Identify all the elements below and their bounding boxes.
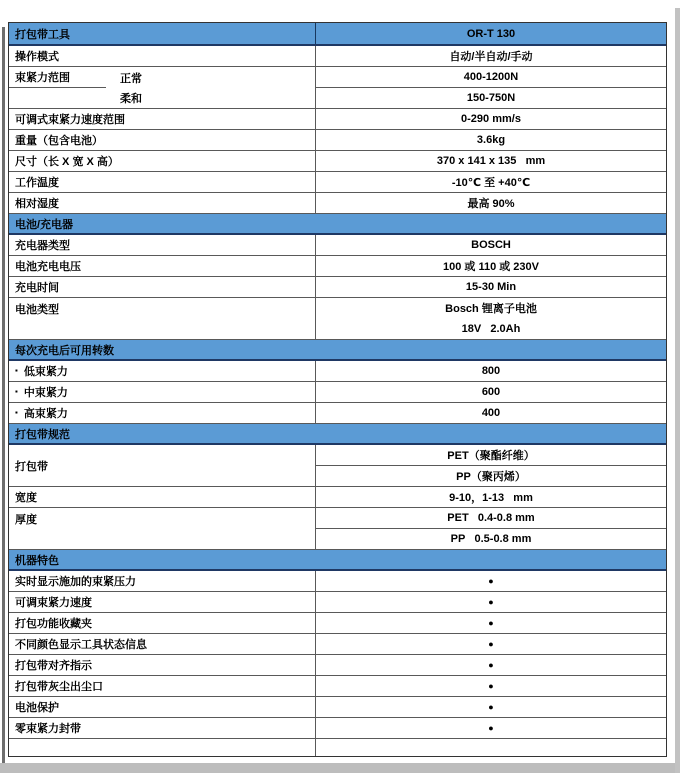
filled-dot-icon: ●	[488, 618, 494, 628]
table-header-row	[9, 23, 666, 46]
table-row	[9, 109, 666, 130]
filled-dot-icon: ●	[488, 723, 494, 733]
spec-value-pp-thickness: PP 0.5-0.8 mm	[450, 533, 532, 545]
spec-value: 600	[481, 386, 501, 398]
bullet-icon: ▪	[15, 386, 18, 396]
table-row	[9, 46, 666, 67]
spec-value: 370 x 141 x 135 mm	[436, 155, 546, 167]
feature-label: 电池保护	[9, 697, 316, 717]
spec-label-cell	[9, 88, 316, 108]
spec-value: BOSCH	[471, 239, 511, 251]
section-title: 打包带规范	[15, 428, 70, 441]
spec-value-line2: 18V 2.0Ah	[461, 322, 521, 335]
feature-row	[9, 571, 666, 592]
spec-label: 打包带	[9, 445, 316, 486]
empty-row	[9, 739, 666, 756]
spec-label: 工作温度	[9, 172, 316, 192]
section-title: 每次充电后可用转数	[15, 344, 114, 357]
spec-value-line1: Bosch 锂离子电池	[445, 303, 537, 316]
spec-value: -10℃ 至 +40℃	[451, 177, 531, 189]
filled-dot-icon: ●	[488, 702, 494, 712]
feature-row	[9, 613, 666, 634]
spec-value: 400-1200N	[316, 67, 666, 88]
spec-label: 可调式束紧力速度范围	[9, 109, 316, 129]
empty-cell	[9, 739, 316, 756]
filled-dot-icon: ●	[488, 597, 494, 607]
feature-label: 实时显示施加的束紧压力	[9, 571, 316, 591]
spec-value: 最高 90%	[467, 198, 515, 210]
filled-dot-icon: ●	[488, 576, 494, 586]
feature-check	[316, 592, 666, 612]
spec-value-cell	[316, 508, 666, 549]
section-title: 机器特色	[15, 554, 59, 567]
spec-value: 3.6kg	[476, 134, 506, 146]
table-row	[9, 382, 666, 403]
empty-cell	[316, 739, 666, 756]
feature-check	[316, 613, 666, 633]
section-header-cycles	[9, 340, 666, 361]
table-row	[9, 172, 666, 193]
feature-check	[316, 571, 666, 591]
spec-value-pet: PET（聚酯纤维）	[316, 445, 666, 466]
feature-row	[9, 655, 666, 676]
section-title: 电池/充电器	[15, 218, 74, 231]
filled-dot-icon: ●	[488, 681, 494, 691]
spec-value: 自动/半自动/手动	[449, 51, 533, 63]
filled-dot-icon: ●	[488, 660, 494, 670]
spec-label-text: 中束紧力	[23, 387, 68, 399]
spec-label-spacer	[9, 88, 106, 108]
table-row	[9, 151, 666, 172]
spec-label: 电池类型	[9, 298, 316, 339]
window-edge-left	[2, 27, 5, 765]
spec-label: 操作模式	[9, 46, 316, 66]
feature-check	[316, 634, 666, 654]
table-row	[9, 256, 666, 277]
feature-check	[316, 697, 666, 717]
spec-label: 充电器类型	[9, 235, 316, 255]
bullet-icon: ▪	[15, 407, 18, 417]
feature-check	[316, 718, 666, 738]
table-row	[9, 235, 666, 256]
spec-value-pp: PP（聚丙烯）	[456, 471, 526, 483]
spec-label: 电池充电电压	[9, 256, 316, 276]
spec-label: 束紧力范围	[9, 67, 106, 88]
feature-row	[9, 697, 666, 718]
feature-label: 零束紧力封带	[9, 718, 316, 738]
table-header-model: OR-T 130	[466, 27, 516, 40]
spec-label: 厚度	[9, 508, 316, 549]
spec-value: 800	[481, 365, 501, 377]
table-row-strap-thickness	[9, 508, 666, 550]
spec-label	[9, 361, 316, 381]
spec-label: 充电时间	[9, 277, 316, 297]
spec-value: 9-10，1-13 mm	[449, 492, 533, 504]
feature-label: 不同颜色显示工具状态信息	[9, 634, 316, 654]
feature-label: 打包带对齐指示	[9, 655, 316, 675]
spec-label-cell	[9, 67, 316, 88]
window-edge-right	[675, 8, 680, 773]
section-header-battery	[9, 214, 666, 235]
feature-check	[316, 676, 666, 696]
spec-label: 相对湿度	[9, 193, 316, 213]
bullet-icon: ▪	[15, 365, 18, 375]
filled-dot-icon: ●	[488, 639, 494, 649]
feature-label: 打包带灰尘出尘口	[9, 676, 316, 696]
table-row-strap-material	[9, 445, 666, 487]
spec-value: 100 或 110 或 230V	[442, 261, 539, 273]
window-edge-bottom	[0, 763, 680, 773]
spec-label-text: 低束紧力	[23, 366, 68, 378]
spec-value-cell	[316, 298, 666, 339]
feature-row	[9, 592, 666, 613]
table-header-tool: 打包带工具	[9, 23, 316, 44]
feature-row	[9, 718, 666, 739]
feature-row	[9, 634, 666, 655]
spec-value: 15-30 Min	[465, 281, 517, 293]
spec-label-text: 高束紧力	[23, 408, 68, 420]
spec-label: 宽度	[9, 487, 316, 507]
table-row-tension-normal	[9, 67, 666, 88]
spec-label	[9, 382, 316, 402]
table-row	[9, 193, 666, 214]
spec-value: 0-290 mm/s	[461, 113, 521, 125]
table-row	[9, 130, 666, 151]
table-row-strap-width	[9, 487, 666, 508]
spec-value: 150-750N	[466, 92, 516, 104]
section-header-features	[9, 550, 666, 571]
table-row	[9, 277, 666, 298]
table-row-battery-type	[9, 298, 666, 340]
spec-label: 尺寸（长 X 宽 X 高）	[9, 151, 316, 171]
spec-label: 重量（包含电池）	[9, 130, 316, 150]
table-row	[9, 361, 666, 382]
spec-sublabel: 正常	[120, 72, 142, 85]
spec-table	[8, 22, 667, 757]
feature-label: 打包功能收藏夹	[9, 613, 316, 633]
table-row-tension-soft	[9, 88, 666, 109]
table-row	[9, 403, 666, 424]
spec-sublabel: 柔和	[120, 93, 142, 105]
spec-label	[9, 403, 316, 423]
spec-value-pet-thickness: PET 0.4-0.8 mm	[316, 508, 666, 529]
spec-value-cell	[316, 445, 666, 486]
spec-value: 400	[481, 407, 501, 419]
feature-row	[9, 676, 666, 697]
section-header-strap	[9, 424, 666, 445]
feature-label: 可调束紧力速度	[9, 592, 316, 612]
feature-check	[316, 655, 666, 675]
